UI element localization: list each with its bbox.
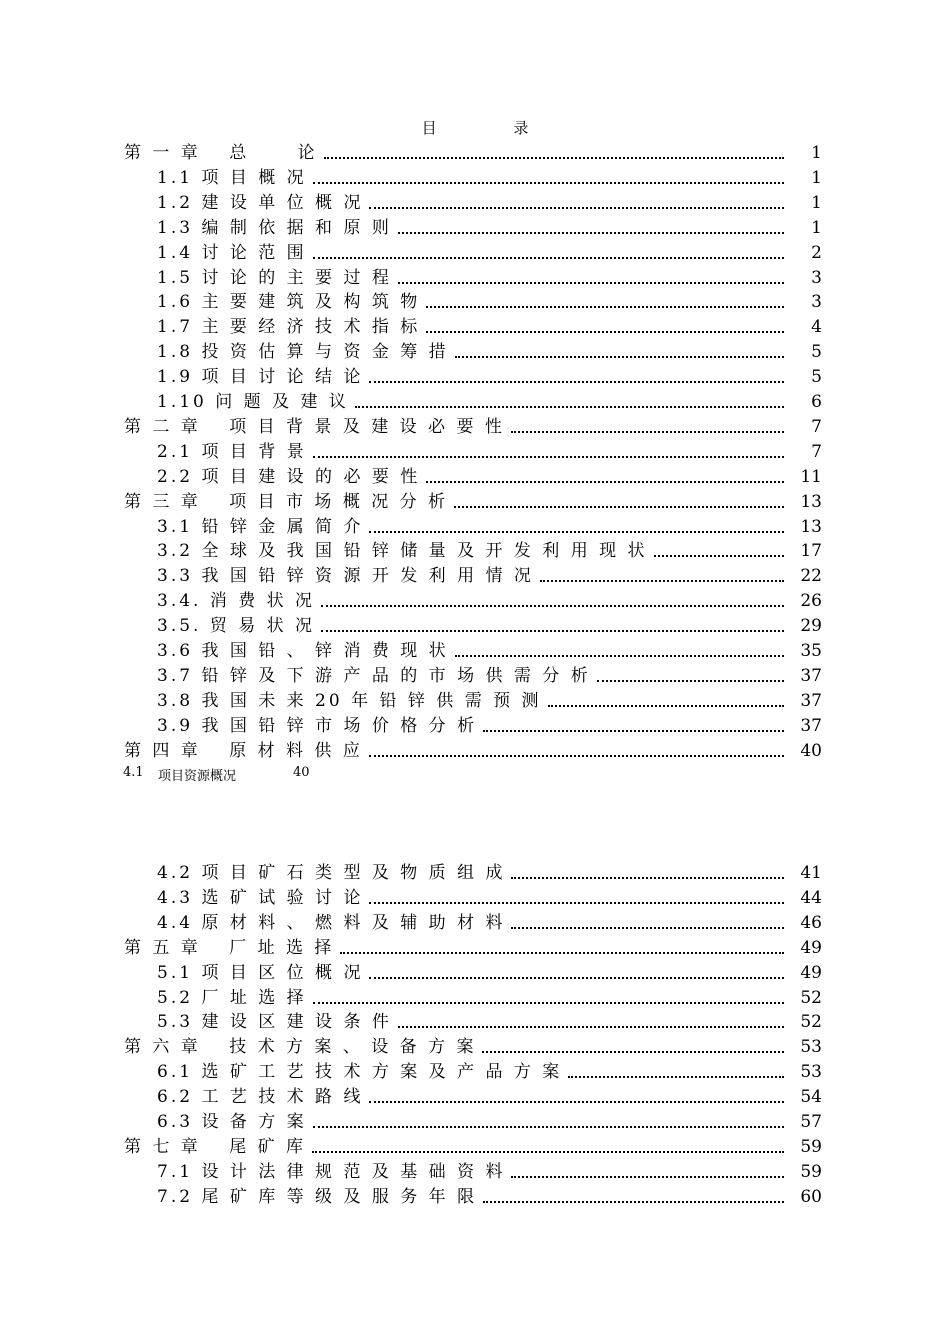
section-title: 2.2 项 目 建 设 的 必 要 性 (157, 466, 421, 487)
page-number: 3 (811, 267, 822, 288)
dot-leader (398, 1026, 784, 1028)
page-number: 35 (800, 641, 822, 661)
page-number: 59 (800, 1161, 822, 1182)
dot-leader (313, 456, 784, 458)
toc-entry[interactable] (157, 1061, 822, 1083)
dot-leader (369, 207, 784, 209)
section-title: 3.1 铅 锌 金 属 简 介 (157, 516, 364, 537)
toc-entry[interactable] (157, 316, 822, 338)
toc-entry[interactable] (157, 167, 822, 189)
dot-leader (369, 531, 784, 533)
section-title: 1.6 主 要 建 筑 及 构 筑 物 (157, 292, 421, 313)
toc-entry[interactable] (157, 242, 822, 264)
dot-leader (321, 605, 784, 607)
page-number: 1 (811, 192, 822, 213)
dot-leader (313, 257, 784, 259)
section-title: 1.10 问 题 及 建 议 (157, 392, 349, 412)
dot-leader (398, 232, 784, 234)
page-number: 52 (800, 1012, 822, 1033)
toc-entry[interactable] (157, 291, 822, 313)
toc-entry[interactable] (124, 142, 822, 164)
page-number: 3 (811, 292, 822, 313)
inline-entry-page: 40 (293, 765, 310, 780)
section-title: 1.1 项 目 概 况 (157, 167, 307, 188)
dot-leader (312, 1151, 784, 1153)
dot-leader (321, 630, 784, 632)
dot-leader (313, 1002, 784, 1004)
toc-entry[interactable] (124, 937, 822, 959)
page-number: 5 (811, 367, 822, 388)
section-title: 1.5 讨 论 的 主 要 过 程 (157, 267, 392, 288)
page-number: 5 (811, 342, 822, 363)
page-number: 59 (800, 1136, 822, 1157)
page-number: 60 (800, 1186, 822, 1207)
page-number: 2 (811, 242, 822, 263)
dot-leader (426, 331, 784, 333)
page-number: 54 (800, 1087, 822, 1108)
inline-entry-text: 项目资源概况 (158, 769, 237, 784)
toc-entry[interactable] (124, 416, 822, 438)
section-title: 4.4 原 材 料 、 燃 料 及 辅 助 材 料 (157, 912, 506, 933)
section-title: 3.8 我 国 未 来 20 年 铅 锌 供 需 预 测 (157, 690, 542, 711)
page-number: 4 (811, 317, 822, 338)
toc-entry[interactable] (157, 887, 822, 909)
dot-leader (654, 555, 785, 557)
dot-leader (340, 952, 784, 954)
toc-entry[interactable] (157, 912, 822, 934)
dot-leader (511, 431, 784, 433)
page-number: 41 (800, 863, 822, 883)
page-number: 37 (800, 690, 822, 711)
page-number: 52 (800, 987, 822, 1008)
toc-entry[interactable] (157, 862, 822, 884)
section-title: 6.2 工 艺 技 术 路 线 (157, 1087, 364, 1108)
section-title: 1.3 编 制 依 据 和 原 则 (157, 217, 392, 238)
page-number: 1 (811, 167, 822, 188)
section-title: 5.3 建 设 区 建 设 条 件 (157, 1012, 392, 1033)
dot-leader (369, 977, 784, 979)
section-title: 1.7 主 要 经 济 技 术 指 标 (157, 317, 421, 338)
toc-entry[interactable] (124, 491, 822, 513)
section-title: 7.1 设 计 法 律 规 范 及 基 础 资 料 (157, 1161, 506, 1182)
dot-leader (597, 680, 784, 682)
section-title: 5.2 厂 址 选 择 (157, 987, 307, 1008)
section-title: 3.3 我 国 铅 锌 资 源 开 发 利 用 情 况 (157, 566, 534, 587)
section-title: 3.4. 消 费 状 况 (157, 591, 316, 612)
dot-leader (548, 705, 784, 707)
toc-entry[interactable] (157, 391, 822, 413)
page-number: 46 (800, 912, 822, 933)
toc-entry[interactable] (157, 690, 822, 712)
dot-leader (511, 927, 784, 929)
toc-entry[interactable] (157, 1161, 822, 1183)
section-title: 1.8 投 资 估 算 与 资 金 筹 措 (157, 342, 449, 363)
page-number: 37 (800, 715, 822, 736)
section-title: 6.1 选 矿 工 艺 技 术 方 案 及 产 品 方 案 (157, 1062, 563, 1083)
dot-leader (426, 481, 784, 483)
section-title: 5.1 项 目 区 位 概 况 (157, 962, 364, 983)
toc-entry[interactable] (157, 590, 822, 612)
dot-leader (426, 306, 784, 308)
page-number: 6 (811, 392, 822, 412)
dot-leader (355, 406, 784, 408)
page-number: 44 (800, 887, 822, 908)
toc-entry[interactable] (157, 192, 822, 214)
toc-entry[interactable] (157, 987, 822, 1009)
dot-leader (568, 1076, 784, 1078)
toc-entry[interactable] (157, 516, 822, 538)
section-title: 1.2 建 设 单 位 概 况 (157, 192, 364, 213)
dot-leader (398, 282, 784, 284)
toc-entry[interactable] (157, 715, 822, 737)
page-number: 17 (800, 541, 822, 562)
page-number: 11 (800, 466, 822, 487)
toc-entry[interactable] (157, 1086, 822, 1108)
dot-leader (483, 730, 784, 732)
toc-entry[interactable] (157, 341, 822, 363)
page-number: 57 (800, 1112, 822, 1132)
toc-title: 目 录 (421, 119, 565, 137)
page-number: 13 (800, 491, 822, 512)
section-title: 7.2 尾 矿 库 等 级 及 服 务 年 限 (157, 1186, 478, 1207)
chapter-title: 第 四 章 原 材 料 供 应 (124, 740, 363, 761)
section-title: 4.3 选 矿 试 验 讨 论 (157, 887, 364, 908)
toc-entry[interactable] (157, 640, 822, 662)
section-title: 3.7 铅 锌 及 下 游 产 品 的 市 场 供 需 分 析 (157, 665, 591, 686)
toc-entry[interactable] (157, 962, 822, 984)
dot-leader (369, 381, 784, 383)
toc-entry[interactable] (157, 441, 822, 463)
toc-entry[interactable] (157, 466, 822, 488)
dot-leader (511, 877, 784, 879)
section-title: 3.2 全 球 及 我 国 铅 锌 储 量 及 开 发 利 用 现 状 (157, 541, 648, 562)
chapter-title: 第 二 章 项 目 背 景 及 建 设 必 要 性 (124, 416, 505, 437)
inline-toc-entry[interactable] (123, 765, 310, 784)
toc-entry[interactable] (157, 565, 822, 587)
dot-leader (313, 182, 784, 184)
dot-leader (369, 1101, 784, 1103)
section-title: 4.2 项 目 矿 石 类 型 及 物 质 组 成 (157, 863, 506, 883)
page-number: 1 (811, 217, 822, 238)
toc-entry[interactable] (157, 1111, 822, 1133)
dot-leader (540, 580, 784, 582)
dot-leader (454, 506, 784, 508)
toc-entry[interactable] (124, 740, 822, 762)
section-title: 6.3 设 备 方 案 (157, 1112, 307, 1132)
page-number: 49 (800, 962, 822, 983)
page-number: 53 (800, 1037, 822, 1058)
page-number: 53 (800, 1062, 822, 1083)
page-number: 22 (800, 566, 822, 587)
dot-leader (455, 356, 784, 358)
section-title: 2.1 项 目 背 景 (157, 441, 307, 462)
section-title: 3.5. 贸 易 状 况 (157, 616, 316, 637)
toc-entry[interactable] (157, 366, 822, 388)
chapter-title: 第 三 章 项 目 市 场 概 况 分 析 (124, 491, 449, 512)
toc-entry[interactable] (157, 267, 822, 289)
dot-leader (482, 1051, 784, 1053)
chapter-title: 第 五 章 厂 址 选 择 (124, 937, 335, 958)
section-title: 1.9 项 目 讨 论 结 论 (157, 367, 364, 388)
section-title: 1.4 讨 论 范 围 (157, 242, 307, 263)
page-number: 7 (811, 441, 822, 462)
dot-leader (483, 1201, 784, 1203)
toc-entry[interactable] (124, 1136, 822, 1158)
toc-entry[interactable] (157, 217, 822, 239)
toc-entry[interactable] (124, 1036, 822, 1058)
dot-leader (313, 1126, 784, 1128)
chapter-title: 第 六 章 技 术 方 案 、 设 备 方 案 (124, 1037, 477, 1058)
dot-leader (369, 755, 784, 757)
page-number: 13 (800, 516, 822, 537)
toc-entry[interactable] (157, 1011, 822, 1033)
chapter-title: 第 一 章 总 论 (124, 143, 318, 163)
section-title: 3.6 我 国 铅 、 锌 消 费 现 状 (157, 641, 449, 661)
toc-entry[interactable] (157, 665, 822, 687)
section-title: 3.9 我 国 铅 锌 市 场 价 格 分 析 (157, 715, 478, 736)
inline-entry-number: 4.1 (123, 765, 144, 780)
dot-leader (369, 902, 784, 904)
page-number: 7 (811, 416, 822, 437)
toc-entry[interactable] (157, 1186, 822, 1208)
page-number: 26 (800, 591, 822, 612)
page-number: 1 (811, 143, 822, 163)
page-number: 40 (800, 740, 822, 761)
dot-leader (455, 655, 784, 657)
dot-leader (324, 157, 784, 159)
chapter-title: 第 七 章 尾 矿 库 (124, 1136, 307, 1157)
toc-entry[interactable] (157, 615, 822, 637)
page-number: 49 (800, 937, 822, 958)
dot-leader (511, 1176, 784, 1178)
page-number: 37 (800, 665, 822, 686)
toc-entry[interactable] (157, 540, 822, 562)
page-number: 29 (800, 616, 822, 637)
